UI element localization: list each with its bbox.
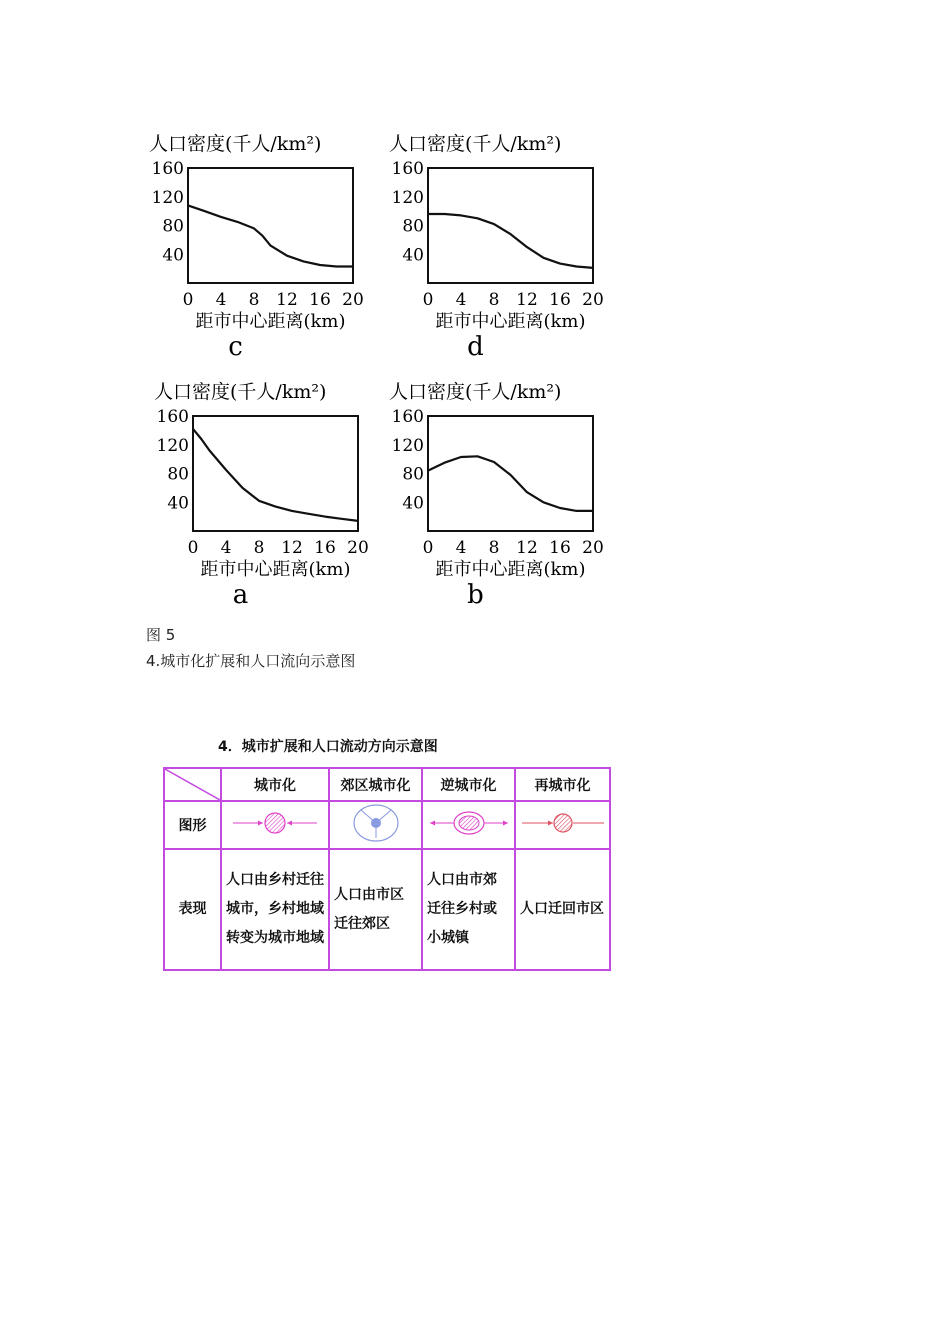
urbanization-description: 人口由乡村迁往城市，乡村地域转变为城市地域 [221,849,329,970]
chart-svg [385,130,615,365]
column-header-counter-urbanization: 逆城市化 [422,768,515,801]
x-tick-label: 8 [248,290,260,310]
outward-suburb-icon [331,802,421,844]
y-axis-label: 人口密度(千人/km²) [389,381,562,403]
x-tick-label: 20 [582,538,604,558]
y-tick-label: 120 [151,187,184,208]
x-tick-label: 4 [220,538,232,558]
urbanization-diagram [221,801,329,849]
x-tick-label: 4 [455,290,467,310]
x-tick-label: 12 [516,538,538,558]
column-header-suburbanization: 郊区城市化 [329,768,422,801]
reurbanization-description: 人口迁回市区 [515,849,610,970]
density-line [428,456,593,511]
density-line [428,214,593,268]
chart-svg [150,378,380,613]
y-tick-label: 120 [391,187,424,208]
x-tick-label: 20 [347,538,369,558]
y-axis-label: 人口密度(千人/km²) [149,133,322,155]
section-title: 4.城市化扩展和人口流向示意图 [146,652,356,670]
x-axis-label: 距市中心距离(km) [195,311,346,332]
plot-frame [193,416,358,531]
column-header-urbanization: 城市化 [221,768,329,801]
x-tick-label: 16 [314,538,336,558]
x-tick-label: 20 [582,290,604,310]
y-axis-label: 人口密度(千人/km²) [389,133,562,155]
outward-rural-icon [424,803,514,843]
reurbanization-diagram [515,801,610,849]
y-tick-label: 80 [402,216,424,237]
x-tick-label: 12 [281,538,303,558]
chart-letter: c [228,332,243,362]
chart-letter: a [232,580,249,610]
x-tick-label: 0 [422,290,434,310]
x-tick-label: 8 [253,538,265,558]
y-axis-label: 人口密度(千人/km²) [154,381,327,403]
x-tick-label: 16 [549,538,571,558]
row-label-performance: 表现 [164,849,221,970]
x-axis-label: 距市中心距离(km) [200,559,351,580]
x-tick-label: 0 [422,538,434,558]
counter-urbanization-diagram [422,801,515,849]
x-tick-label: 20 [342,290,364,310]
chart-svg [145,130,375,365]
y-tick-label: 40 [402,493,424,514]
suburbanization-diagram [329,801,422,849]
y-tick-label: 160 [156,407,189,427]
chart-svg [385,378,615,613]
table-title: 4．城市扩展和人口流动方向示意图 [218,739,438,755]
density-line [193,429,358,521]
chart-c [145,130,375,365]
y-tick-label: 40 [167,493,189,514]
chart-a [150,378,380,613]
x-tick-label: 4 [215,290,227,310]
y-tick-label: 40 [162,245,184,266]
x-tick-label: 8 [488,290,500,310]
chart-letter: b [467,580,484,610]
row-label-graph: 图形 [164,801,221,849]
y-tick-label: 160 [391,159,424,179]
density-line [188,205,353,266]
x-tick-label: 12 [516,290,538,310]
y-tick-label: 120 [156,435,189,456]
plot-frame [428,416,593,531]
y-tick-label: 80 [162,216,184,237]
x-tick-label: 8 [488,538,500,558]
chart-b [385,378,615,613]
y-tick-label: 120 [391,435,424,456]
x-axis-label: 距市中心距离(km) [435,311,586,332]
x-tick-label: 16 [309,290,331,310]
x-axis-label: 距市中心距离(km) [435,559,586,580]
x-tick-label: 16 [549,290,571,310]
y-tick-label: 80 [167,464,189,485]
figure-caption: 图 5 [146,626,176,644]
diagonal-line-icon [165,769,220,800]
suburbanization-description: 人口由市区迁往郊区 [329,849,422,970]
x-tick-label: 0 [182,290,194,310]
urbanization-table [163,767,611,971]
x-tick-label: 4 [455,538,467,558]
table-corner-cell [164,768,221,801]
y-tick-label: 160 [151,159,184,179]
chart-letter: d [467,332,484,362]
x-tick-label: 0 [187,538,199,558]
column-header-reurbanization: 再城市化 [515,768,610,801]
y-tick-label: 80 [402,464,424,485]
chart-d [385,130,615,365]
y-tick-label: 40 [402,245,424,266]
y-tick-label: 160 [391,407,424,427]
counter-urbanization-description: 人口由市郊迁往乡村或小城镇 [422,849,515,970]
inward-flow-icon [225,803,325,843]
x-tick-label: 12 [276,290,298,310]
return-flow-icon [516,803,610,843]
